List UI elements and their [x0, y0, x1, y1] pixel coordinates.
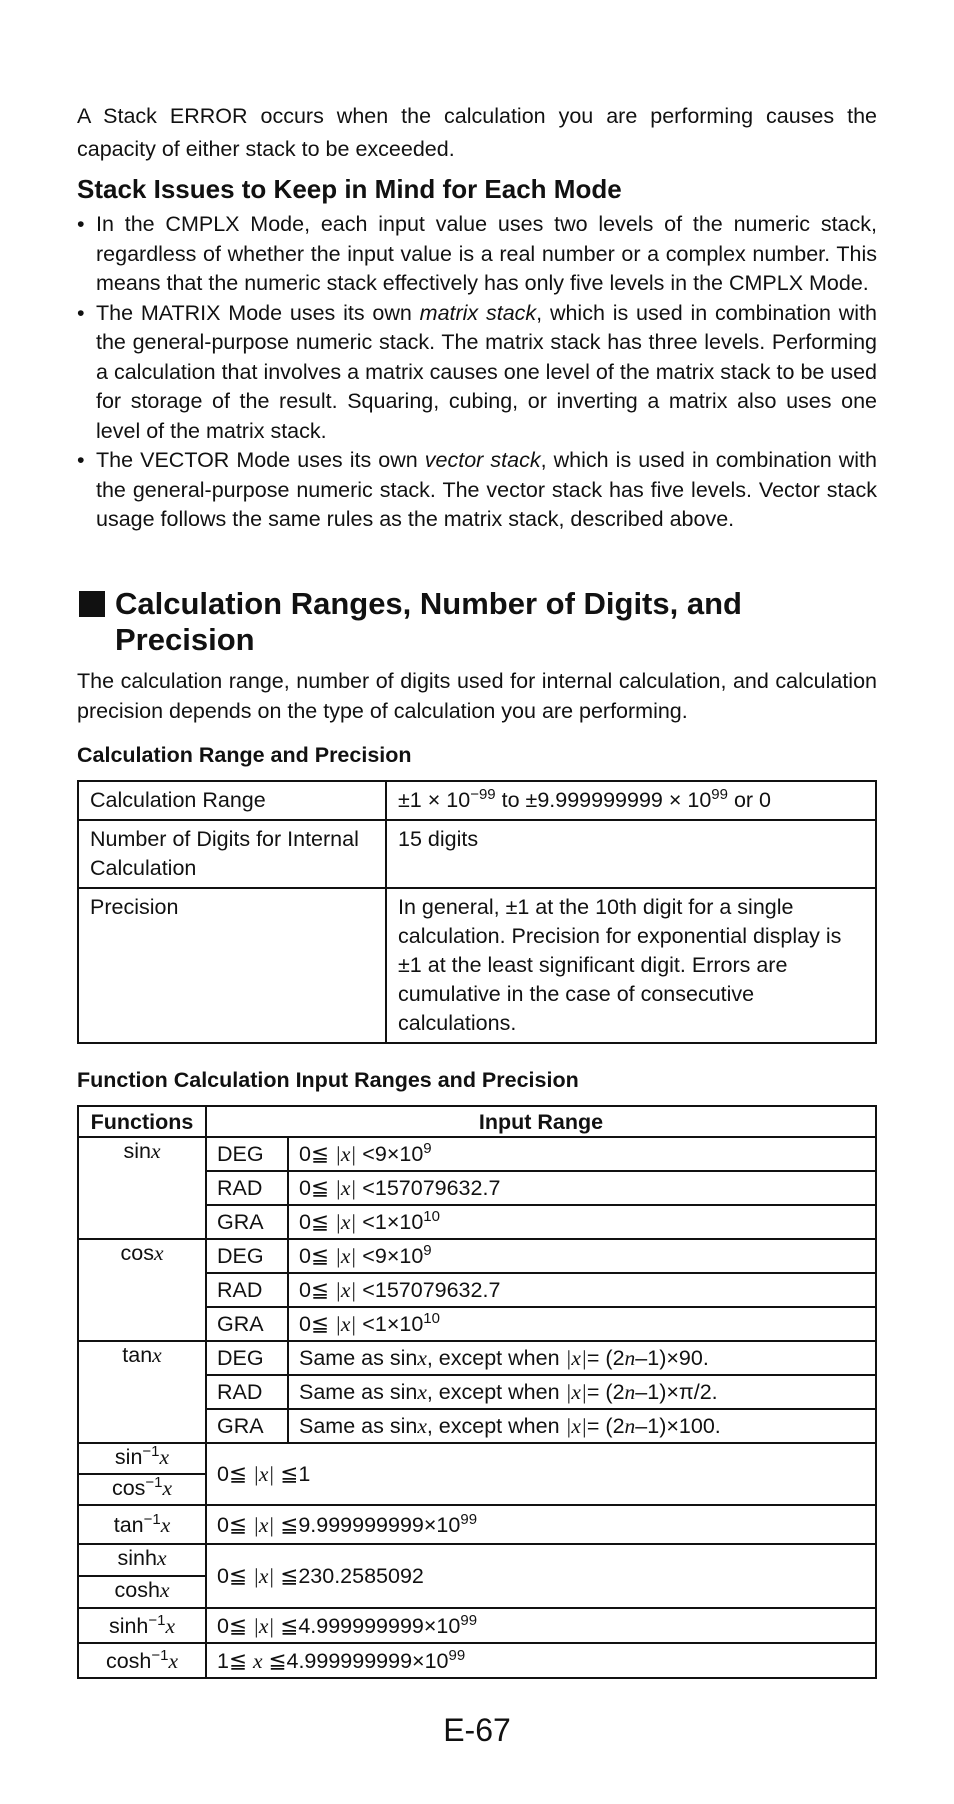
t: = (2 [586, 1380, 625, 1404]
function-cosh [78, 1576, 206, 1608]
unit-gra: GRA [206, 1205, 288, 1239]
table-row [78, 1505, 876, 1544]
fn-name: sinh [117, 1546, 157, 1570]
bullet-text-pre: The MATRIX Mode uses its own [96, 300, 420, 325]
exponent: 10 [423, 1208, 440, 1225]
table-cell-value: 15 digits [386, 820, 876, 888]
var-x: x [156, 1546, 167, 1570]
range-cell [288, 1409, 876, 1443]
t: 0≦ [299, 1244, 335, 1268]
var-x: x [417, 1346, 427, 1370]
list-item [77, 210, 877, 299]
fn-name: cos [120, 1241, 154, 1265]
exponent: 99 [460, 1510, 478, 1528]
table-row [78, 1608, 876, 1643]
range-zero: or 0 [727, 788, 771, 812]
table-row [78, 1137, 876, 1171]
t: < [356, 1176, 375, 1200]
t: –1)×90. [635, 1346, 709, 1370]
abs-x: |x| [565, 1346, 587, 1370]
t: 0≦ [217, 1613, 253, 1638]
range-cell [288, 1205, 876, 1239]
table-cell-label: Precision [78, 888, 386, 1043]
t: , except when [426, 1414, 566, 1438]
abs-x: |x| [252, 1564, 275, 1588]
t: 1×10 [374, 1210, 424, 1234]
table-row [78, 1341, 876, 1375]
table-cell-label: Number of Digits for Internal Calculation [78, 820, 386, 888]
t: < [356, 1244, 375, 1268]
abs-x: |x| [252, 1462, 275, 1486]
range-cell [288, 1239, 876, 1273]
t: 0≦ [217, 1564, 253, 1588]
abs-x: |x| [334, 1210, 357, 1234]
table-cell-label: Calculation Range [78, 781, 386, 820]
table-row [78, 888, 876, 1043]
function-sinh [78, 1544, 206, 1576]
unit-gra: GRA [206, 1307, 288, 1341]
bullet-emphasis: vector stack [424, 448, 541, 472]
t: < [356, 1312, 375, 1336]
list-item [77, 446, 877, 535]
var-x: x [159, 1578, 170, 1602]
bullet-text: In the CMPLX Mode, each input value uses two levels of the numeric stack, regardless of whether the input value is a real number or a complex number. This means that the numeric stack effectively has only five levels in the CMPLX Mode. [96, 212, 877, 295]
function-tan [78, 1341, 206, 1443]
section-title-text: Calculation Ranges, Number of Digits, and Precision [115, 586, 742, 657]
var-x: x [153, 1241, 164, 1265]
t: = (2 [586, 1346, 625, 1370]
t: 9×10 [374, 1142, 424, 1166]
range-table-heading: Calculation Range and Precision [77, 743, 412, 767]
table-row [78, 1443, 876, 1474]
unit-rad: RAD [206, 1171, 288, 1205]
page-number: E-67 [443, 1712, 511, 1748]
abs-x: |x| [334, 1142, 357, 1166]
t: , except when [426, 1380, 566, 1404]
t: < [356, 1210, 375, 1234]
t: Same as sin [299, 1346, 418, 1370]
t: 0≦ [299, 1142, 335, 1166]
range-cell [288, 1375, 876, 1409]
range-cell [288, 1341, 876, 1375]
t: 4.999999999×10 [298, 1613, 461, 1638]
t: 0≦ [217, 1512, 253, 1537]
abs-x: |x| [334, 1176, 357, 1200]
function-arctan [78, 1505, 206, 1544]
range-cell [288, 1137, 876, 1171]
range-table [77, 780, 877, 1044]
bullet-text-post: , which is used in combination with the general-purpose numeric stack. The matrix stack has three levels. Performing a calculation that involves a matrix causes one level of the matrix stack to be used for storage of the result. Squaring, cubing, or inverting a matrix also uses one level of the matrix stack. [96, 300, 877, 443]
fn-name: tan [113, 1512, 144, 1537]
t: 157079632.7 [374, 1176, 501, 1200]
t: ≦ [274, 1462, 299, 1486]
function-table [77, 1105, 877, 1679]
exponent: −1 [148, 1611, 166, 1629]
fn-name: cos [111, 1476, 146, 1500]
var-x: x [252, 1648, 263, 1673]
t: Same as sin [299, 1380, 418, 1404]
fn-name: sin [114, 1445, 143, 1469]
exponent: 99 [448, 1646, 466, 1664]
var-x: x [168, 1648, 179, 1673]
stack-issues-heading: Stack Issues to Keep in Mind for Each Mode [77, 174, 622, 204]
var-x: x [160, 1512, 171, 1537]
var-x: x [152, 1343, 162, 1367]
t: 0≦ [299, 1312, 335, 1336]
unit-gra: GRA [206, 1409, 288, 1443]
fn-name: cosh [114, 1578, 160, 1602]
unit-deg: DEG [206, 1239, 288, 1273]
range-cell [206, 1544, 876, 1608]
section-title [77, 586, 877, 658]
unit-rad: RAD [206, 1375, 288, 1409]
t: 1×10 [374, 1312, 424, 1336]
exponent: 9 [423, 1140, 432, 1157]
range-cell [206, 1505, 876, 1544]
unit-deg: DEG [206, 1137, 288, 1171]
t: 9.999999999×10 [298, 1512, 461, 1537]
function-arcsin [78, 1443, 206, 1474]
t: 157079632.7 [374, 1278, 501, 1302]
table-cell-value [386, 781, 876, 820]
table-cell-value: In general, ±1 at the 10th digit for a single calculation. Precision for exponential display is ±1 at the least significant digit. Errors are cumulative in the case of consecutive calculations. [386, 888, 876, 1043]
var-x: x [162, 1476, 173, 1500]
t: , except when [426, 1346, 566, 1370]
range-cell [288, 1171, 876, 1205]
t: 1≦ [217, 1648, 253, 1673]
t: < [356, 1278, 375, 1302]
range-cell [206, 1443, 876, 1505]
exponent: −1 [145, 1474, 163, 1491]
range-upper: to ±9.999999999 × 10 [495, 788, 712, 812]
var-x: x [159, 1445, 170, 1469]
t: = (2 [586, 1414, 625, 1438]
t: ≦ [274, 1564, 299, 1588]
function-cos [78, 1239, 206, 1341]
range-cell [206, 1643, 876, 1678]
exponent: −1 [151, 1646, 169, 1664]
function-sin [78, 1137, 206, 1239]
t: 0≦ [299, 1210, 335, 1234]
table-row [78, 1544, 876, 1576]
t: Same as sin [299, 1414, 418, 1438]
exponent: −1 [143, 1510, 161, 1528]
var-x: x [417, 1380, 427, 1404]
t: 0≦ [299, 1278, 335, 1302]
bullet-emphasis: matrix stack [419, 300, 537, 325]
function-arcosh [78, 1643, 206, 1678]
exponent: 10 [423, 1310, 440, 1327]
t: ≦ [274, 1613, 299, 1638]
t: < [356, 1142, 375, 1166]
range-cell [288, 1307, 876, 1341]
exponent: 9 [423, 1242, 432, 1259]
range-cell [206, 1608, 876, 1643]
bullet-text-pre: The VECTOR Mode uses its own [96, 448, 425, 472]
var-x: x [165, 1613, 176, 1638]
t: ≦ [274, 1512, 299, 1537]
function-arccos [78, 1474, 206, 1505]
t: 9×10 [374, 1244, 424, 1268]
abs-x: |x| [565, 1414, 587, 1438]
exponent: 99 [711, 786, 728, 803]
stack-error-intro: A Stack ERROR occurs when the calculation you are performing causes the capacity of either stack to be exceeded. [77, 104, 877, 161]
table-row [78, 781, 876, 820]
var-n: n [624, 1346, 636, 1370]
table-row [78, 1239, 876, 1273]
t: 230.2585092 [298, 1564, 424, 1588]
fn-name: cosh [105, 1648, 152, 1673]
abs-x: |x| [565, 1380, 587, 1404]
column-header-input-range: Input Range [206, 1106, 876, 1137]
abs-x: |x| [334, 1244, 357, 1268]
table-row [78, 820, 876, 888]
var-x: x [150, 1139, 161, 1163]
var-n: n [624, 1414, 636, 1438]
exponent: −1 [142, 1443, 160, 1460]
bullet-text-post: , which is used in combination with the general-purpose numeric stack. The vector stack has five levels. Vector stack usage follows the same rules as the matrix stack, described above. [96, 448, 877, 531]
fn-name: tan [122, 1343, 153, 1367]
column-header-functions: Functions [78, 1106, 206, 1137]
function-table-heading: Function Calculation Input Ranges and Precision [77, 1068, 579, 1092]
t: –1)×100. [635, 1414, 721, 1438]
table-row [78, 1643, 876, 1678]
fn-name: sin [123, 1139, 151, 1163]
abs-x: |x| [334, 1312, 357, 1336]
t: –1)×π/2. [635, 1380, 718, 1404]
abs-x: |x| [252, 1512, 275, 1537]
abs-x: |x| [252, 1613, 275, 1638]
fn-name: sinh [108, 1613, 149, 1638]
var-x: x [417, 1414, 427, 1438]
abs-x: |x| [334, 1278, 357, 1302]
t: 4.999999999×10 [286, 1648, 449, 1673]
function-arsinh [78, 1608, 206, 1643]
t: 0≦ [299, 1176, 335, 1200]
stack-issues-list [77, 210, 877, 535]
exponent: −99 [470, 786, 496, 803]
range-cell [288, 1273, 876, 1307]
list-item [77, 299, 877, 447]
unit-deg: DEG [206, 1341, 288, 1375]
t: ≦ [262, 1648, 287, 1673]
range-lower: ±1 × 10 [398, 788, 471, 812]
t: 0≦ [217, 1462, 253, 1486]
unit-rad: RAD [206, 1273, 288, 1307]
section-square-icon [79, 591, 105, 617]
exponent: 99 [460, 1611, 478, 1629]
table-header-row [78, 1106, 876, 1137]
t: 1 [298, 1462, 311, 1486]
section-intro: The calculation range, number of digits used for internal calculation, and calculation precision depends on the type of calculation you are performing. [77, 669, 877, 723]
var-n: n [624, 1380, 636, 1404]
